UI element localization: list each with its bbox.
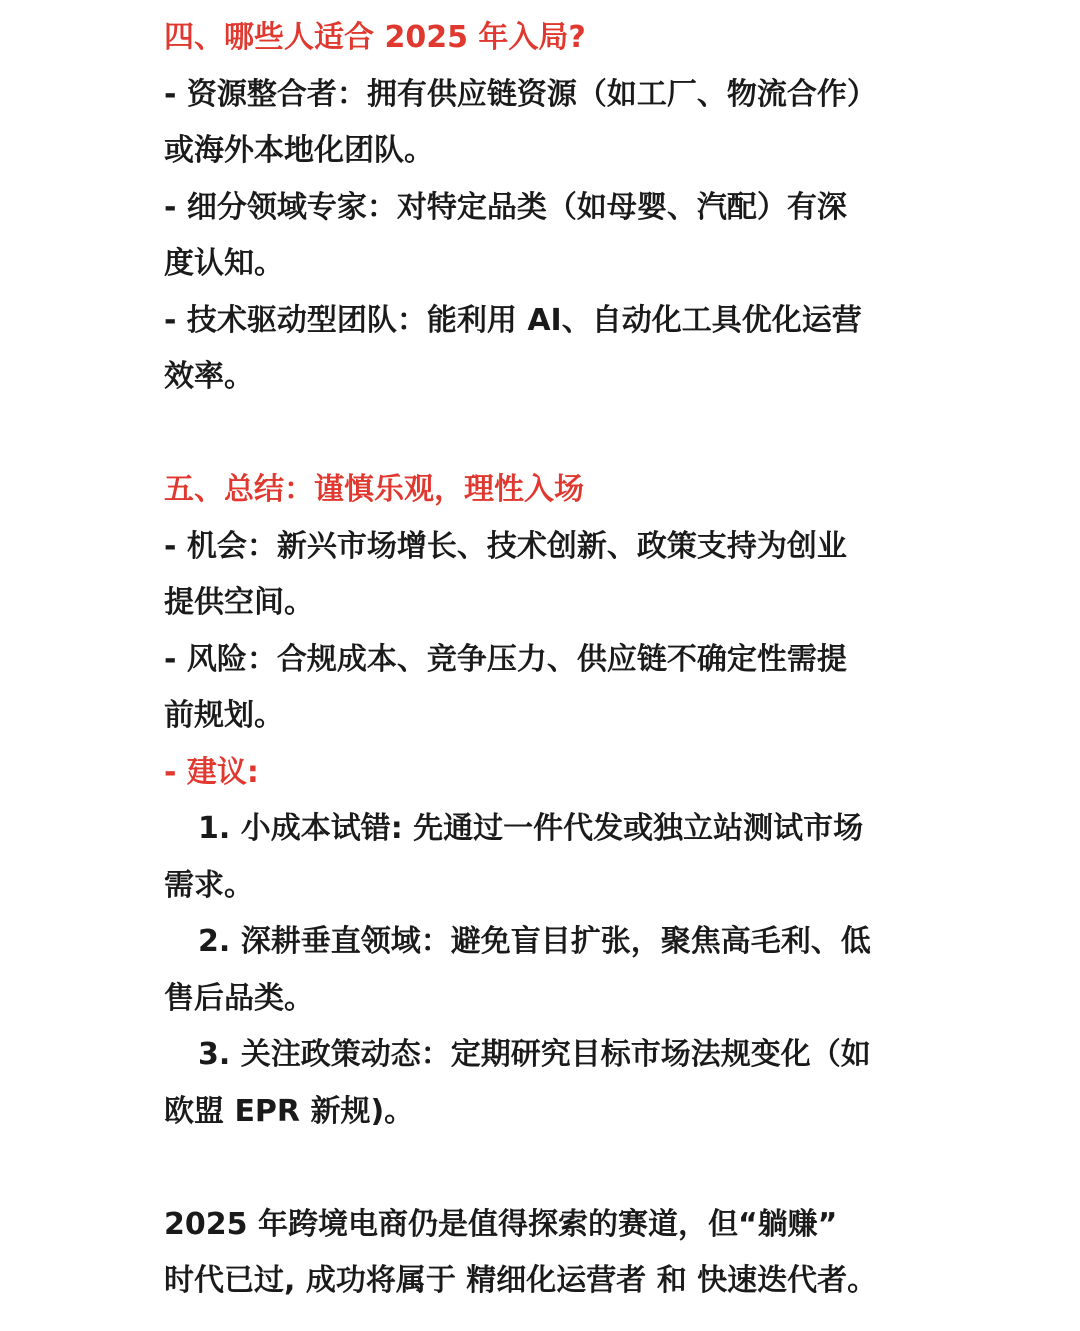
section-4-item-1-line-1: - 资源整合者：拥有供应链资源（如工厂、物流合作） <box>164 76 877 112</box>
advice-item-1-line-2: 需求。 <box>164 867 254 903</box>
advice-item-2-line-1: 2. 深耕垂直领域：避免盲目扩张，聚焦高毛利、低 <box>198 924 871 959</box>
section-5-heading: 五、总结：谨慎乐观，理性入场 <box>164 472 584 507</box>
advice-item-3-line-1: 3. 关注政策动态：定期研究目标市场法规变化（如 <box>198 1037 871 1072</box>
advice-item-1-line-1: 1. 小成本试错: 先通过一件代发或独立站测试市场 <box>198 811 864 846</box>
section-4-item-3-line-2: 效率。 <box>164 359 254 394</box>
paragraph-gap <box>164 1140 924 1197</box>
advice-item-3-line-2: 欧盟 EPR 新规)。 <box>164 1093 415 1129</box>
section-4-item-2-line-1: - 细分领域专家：对特定品类（如母婴、汽配）有深 <box>164 189 847 225</box>
conclusion-line-2: 时代已过, 成功将属于 精细化运营者 和 快速迭代者。 <box>164 1263 878 1298</box>
conclusion-line-1: 2025 年跨境电商仍是值得探索的赛道，但“躺赚” <box>164 1206 838 1242</box>
section-5-item-1-line-1: - 机会：新兴市场增长、技术创新、政策支持为创业 <box>164 528 847 564</box>
section-5-item-2-line-1: - 风险：合规成本、竞争压力、供应链不确定性需提 <box>164 641 847 677</box>
section-4-heading: 四、哪些人适合 2025 年入局? <box>164 20 586 55</box>
advice-item-2-line-2: 售后品类。 <box>164 980 314 1016</box>
section-5-item-1-line-2: 提供空间。 <box>164 585 314 620</box>
section-5-item-2-line-2: 前规划。 <box>164 698 284 733</box>
section-4-item-1-line-2: 或海外本地化团队。 <box>164 133 434 168</box>
advice-label: - 建议: <box>164 754 259 790</box>
article-body <box>164 10 924 1310</box>
section-4-item-2-line-2: 度认知。 <box>164 246 284 281</box>
paragraph-gap <box>164 406 924 463</box>
section-4-item-3-line-1: - 技术驱动型团队：能利用 AI、自动化工具优化运营 <box>164 302 862 338</box>
